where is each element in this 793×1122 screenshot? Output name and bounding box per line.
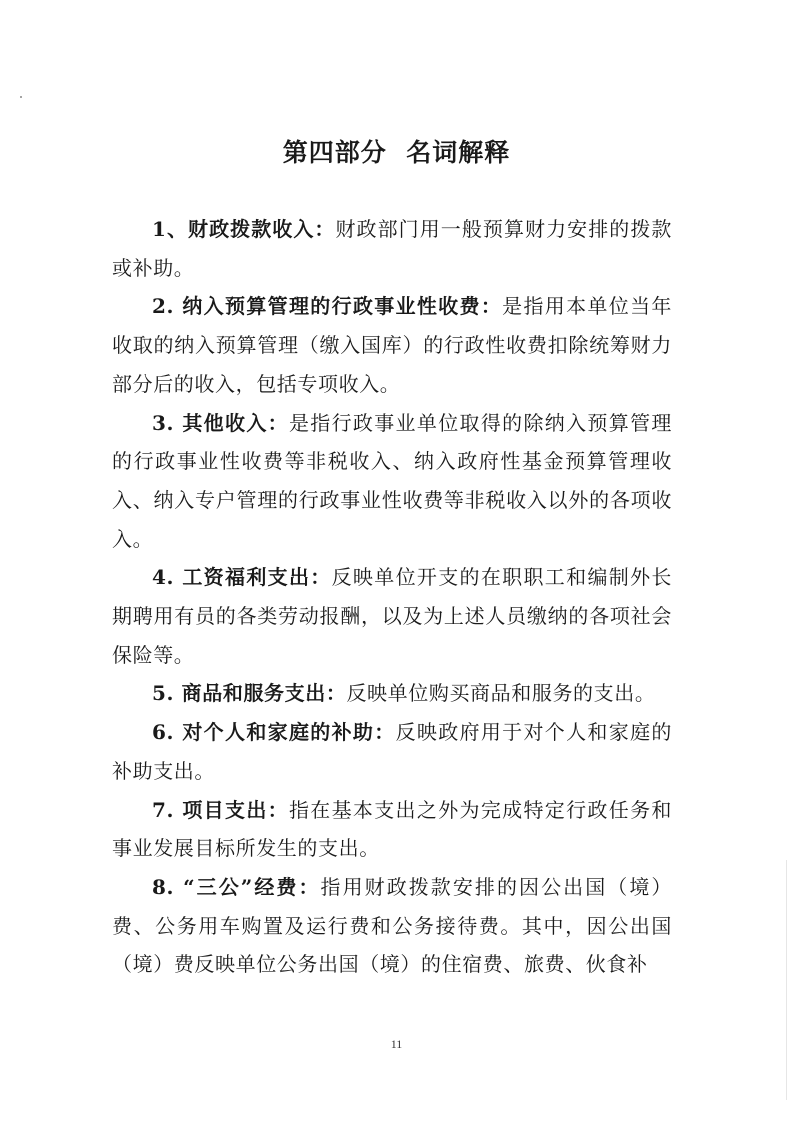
scan-edge-line <box>786 860 787 1100</box>
paragraph-4 <box>112 558 672 674</box>
term-label: 5. 商品和服务支出： <box>152 681 347 706</box>
paragraph-3 <box>112 404 672 559</box>
document-body <box>112 210 672 984</box>
term-definition: 指用财政拨款安排的因公出国（境）费、公务用车购置及运行费和公务接待费。其中，因公出国（境）费反映单位公务出国（境）的住宿费、旅费、伙食补 <box>112 874 672 977</box>
term-definition: 反映单位购买商品和服务的支出。 <box>346 681 656 706</box>
paragraph-2 <box>112 287 672 403</box>
paragraph-5 <box>112 674 672 713</box>
scan-speck <box>20 96 22 98</box>
term-definition: 是指行政事业单位取得的除纳入预算管理的行政事业性收费等非税收入、纳入政府性基金预算管理收入、纳入专户管理的行政事业性收费等非税收入以外的各项收入。 <box>112 410 672 551</box>
paragraph-1 <box>112 210 672 287</box>
paragraph-6 <box>112 713 672 790</box>
term-definition: 是指用本单位当年收取的纳入预算管理（缴入国库）的行政性收费扣除统筹财力部分后的收入，包括专项收入。 <box>112 294 672 396</box>
term-label: 8. “三公”经费： <box>152 874 321 899</box>
term-label: 6. 对个人和家庭的补助： <box>152 720 396 745</box>
term-definition: 反映政府用于对个人和家庭的补助支出。 <box>112 720 672 783</box>
page-number: 11 <box>390 1037 403 1051</box>
term-label: 7. 项目支出： <box>152 797 289 822</box>
paragraph-8 <box>112 868 672 984</box>
term-definition: 指在基本支出之外为完成特定行政任务和事业发展目标所发生的支出。 <box>112 797 672 861</box>
term-label: 2. 纳入预算管理的行政事业性收费： <box>152 294 503 319</box>
term-label: 4. 工资福利支出： <box>152 565 332 590</box>
page-title: 第四部分 名词解释 <box>282 138 511 167</box>
term-definition: 财政部门用一般预算财力安排的拨款或补助。 <box>112 217 672 280</box>
term-label: 3. 其他收入： <box>152 410 289 435</box>
term-label: 1、财政拨款收入： <box>152 217 336 241</box>
paragraph-7 <box>112 791 672 868</box>
term-definition: 反映单位开支的在职职工和编制外长期聘用有员的各类劳动报酬，以及为上述人员缴纳的各项社会保险等。 <box>112 565 673 667</box>
